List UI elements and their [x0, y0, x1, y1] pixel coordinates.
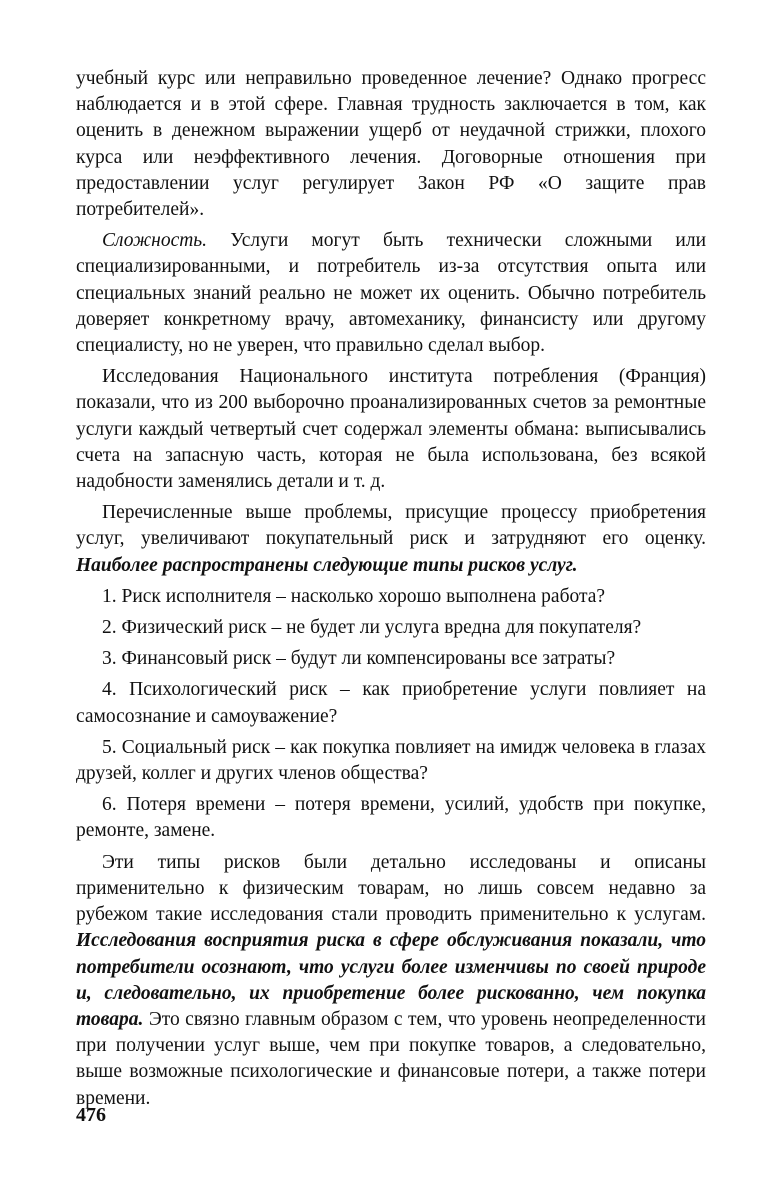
- list-item: 4. Психологический риск – как приобретение услуги повлияет на самосознание и самоуважение?: [76, 679, 706, 727]
- complexity-text: Услуги могут быть технически сложными или специализированными, и потребитель из-за отсутствия опыта или специальных знаний реально не может их оценить. Обычно потребитель доверяет конкретному врачу, автомеханику, финансисту или другому специалисту, но не уверен, что правильно сделал выбор.: [76, 230, 706, 357]
- paragraph-problems: [76, 500, 706, 579]
- page-body: [76, 66, 706, 1117]
- list-item: 5. Социальный риск – как покупка повлияет на имидж человека в глазах друзей, коллег и других членов общества?: [76, 736, 706, 785]
- conclusion-tail: Это связно главным образом с тем, что уровень неопределенности при получении услуг выше, чем при покупке товаров, а следовательно, выше возможные психологические и финансовые потери, а также потери времени.: [76, 1008, 706, 1109]
- paragraph-conclusion: [76, 850, 706, 1112]
- problems-emphasis: Наиболее распространены следующие типы рисков услуг.: [76, 554, 578, 576]
- page-number: 476: [76, 1104, 106, 1126]
- paragraph-complexity: [76, 228, 706, 359]
- conclusion-emphasis: Исследования восприятия риска в сфере обслуживания показали, что потребители осознают, что услуги более изменчивы по своей природе и, следовательно, их приобретение более рискованно, чем покупка товара.: [76, 930, 706, 1030]
- paragraph-intro: учебный курс или неправильно проведенное лечение? Однако прогресс наблюдается и в этой сфере. Главная трудность заключается в том, как оценить в денежном выражении ущерб от неудачной стрижки, плохого курса или неэффективного лечения. Договорные отношения при предоставлении услуг регулирует Закон РФ «О защите прав потребителей».: [76, 68, 706, 221]
- paragraph-research: Исследования Национального института потребления (Франция) показали, что из 200 выборочно проанализированных счетов за ремонтные услуги каждый четвертый счет содержал элементы обмана: выписывались счета на запасную часть, которая не была использована, без всякой надобности заменялись детали и т. д.: [76, 366, 706, 493]
- conclusion-text: Эти типы рисков были детально исследованы и описаны применительно к физическим товарам, но лишь совсем недавно за рубежом такие исследования стали проводить применительно к услугам.: [76, 851, 706, 926]
- list-item: 2. Физический риск – не будет ли услуга вредна для покупателя?: [102, 617, 642, 639]
- list-item: 1. Риск исполнителя – насколько хорошо выполнена работа?: [102, 585, 606, 607]
- list-item: 6. Потеря времени – потеря времени, усилий, удобств при покупке, ремонте, замене.: [76, 794, 706, 842]
- complexity-lead: Сложность.: [102, 230, 208, 252]
- list-item: 3. Финансовый риск – будут ли компенсированы все затраты?: [102, 648, 616, 670]
- problems-text: Перечисленные выше проблемы, присущие процессу приобретения услуг, увеличивают покупательный риск и затрудняют его оценку.: [76, 502, 706, 550]
